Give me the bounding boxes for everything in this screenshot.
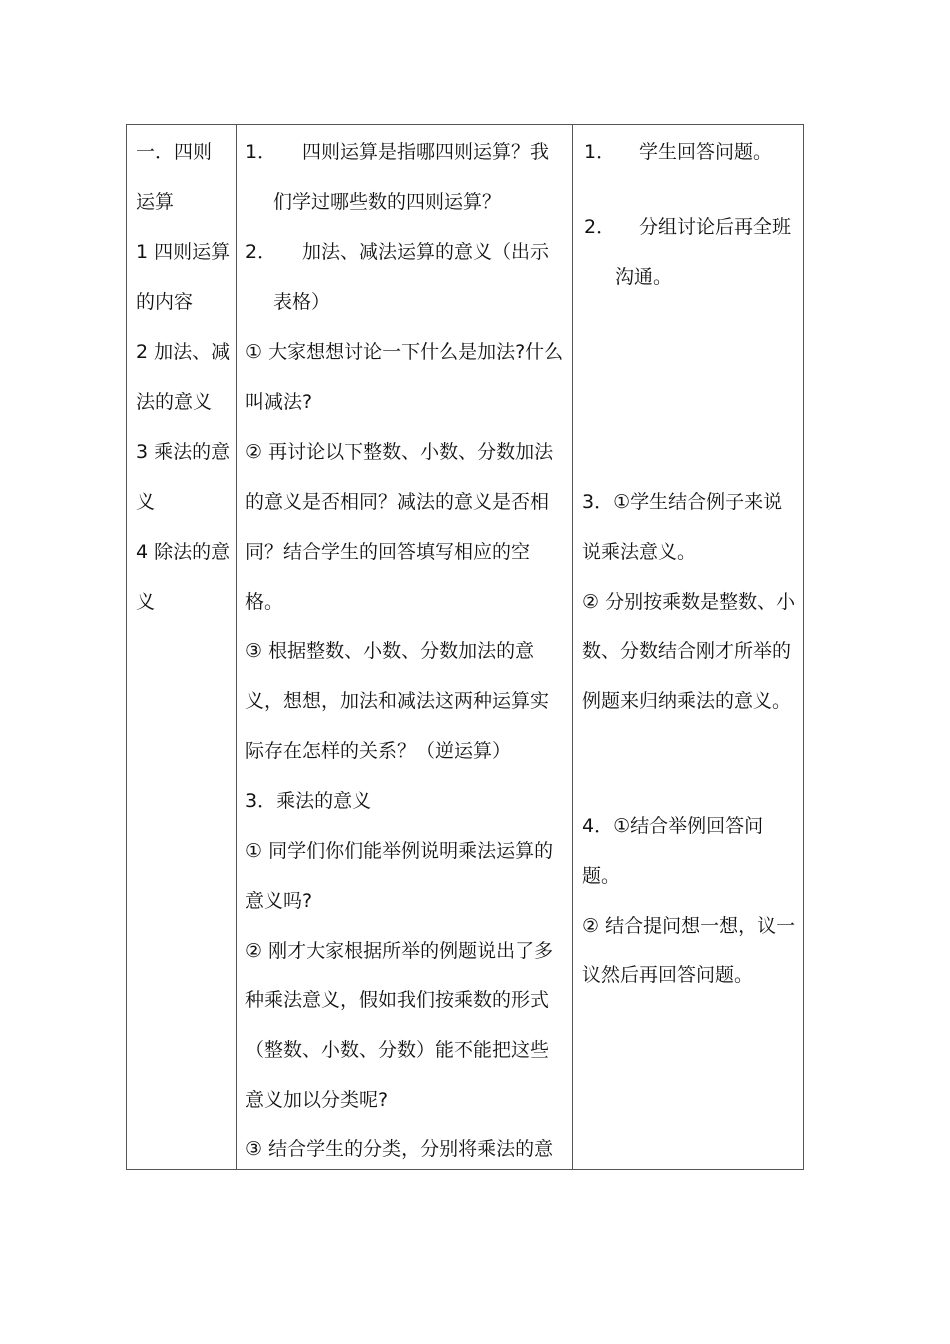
teacher-line: 种乘法意义，假如我们按乘数的形式 [245, 989, 550, 1011]
topic-line: 2 加法、减 [136, 341, 231, 363]
item-number: 2． [584, 216, 616, 238]
item-number: 1． [245, 141, 277, 163]
topic-line: 法的意义 [136, 391, 213, 413]
topic-line: 义 [136, 591, 156, 613]
item-number: 2． [245, 241, 277, 263]
lesson-table [126, 124, 804, 1170]
teacher-line: ③ 结合学生的分类，分别将乘法的意 [245, 1138, 554, 1160]
teacher-line: （整数、小数、分数）能不能把这些 [245, 1039, 550, 1061]
topic-line: 4 除法的意 [136, 541, 231, 563]
teacher-activity-column [237, 125, 572, 1169]
teacher-line: 义，想想，加法和减法这两种运算实 [245, 690, 550, 712]
student-line: ② 分别按乘数是整数、小 [582, 591, 796, 613]
topic-line: 义 [136, 491, 156, 513]
teacher-line: 3．乘法的意义 [245, 790, 372, 812]
student-line: 分组讨论后再全班 [639, 216, 792, 238]
topic-line: 的内容 [136, 291, 194, 313]
teacher-line: 的意义是否相同？减法的意义是否相 [245, 491, 550, 513]
teacher-line: 四则运算是指哪四则运算？我 [302, 141, 550, 163]
teacher-line: ① 同学们你们能举例说明乘法运算的 [245, 840, 554, 862]
topic-line: 1 四则运算 [136, 241, 231, 263]
teacher-line: 际存在怎样的关系？（逆运算） [245, 740, 512, 762]
teacher-line: ③ 根据整数、小数、分数加法的意 [245, 640, 535, 662]
teacher-line: ② 再讨论以下整数、小数、分数加法 [245, 441, 554, 463]
teacher-line: 叫减法? [245, 391, 313, 413]
student-line: 4．①结合举例回答问 [582, 815, 764, 837]
student-line: 数、分数结合刚才所举的 [582, 640, 792, 662]
student-activity-column [573, 125, 803, 1169]
student-line: ② 结合提问想一想，议一 [582, 915, 796, 937]
teacher-line: 同？结合学生的回答填写相应的空 [245, 541, 531, 563]
teacher-line: 们学过哪些数的四则运算？ [273, 191, 502, 213]
topic-line: 3 乘法的意 [136, 441, 231, 463]
topic-line: 运算 [136, 191, 175, 213]
teacher-line: 加法、减法运算的意义（出示 [302, 241, 550, 263]
topic-column [127, 125, 236, 1169]
student-line: 例题来归纳乘法的意义。 [582, 690, 792, 712]
student-line: 沟通。 [615, 266, 673, 288]
teacher-line: 格。 [245, 591, 284, 613]
item-number: 1． [584, 141, 616, 163]
student-line: 说乘法意义。 [582, 541, 697, 563]
teacher-line: ① 大家想想讨论一下什么是加法?什么 [245, 341, 564, 363]
student-line: 议然后再回答问题。 [582, 964, 754, 986]
topic-line: 一．四则 [136, 141, 213, 163]
student-line: 学生回答问题。 [639, 141, 773, 163]
student-line: 3．①学生结合例子来说 [582, 491, 783, 513]
student-line: 题。 [582, 865, 621, 887]
teacher-line: 意义加以分类呢? [245, 1089, 389, 1111]
teacher-line: 表格） [273, 291, 331, 313]
teacher-line: 意义吗? [245, 890, 313, 912]
teacher-line: ② 刚才大家根据所举的例题说出了多 [245, 940, 554, 962]
